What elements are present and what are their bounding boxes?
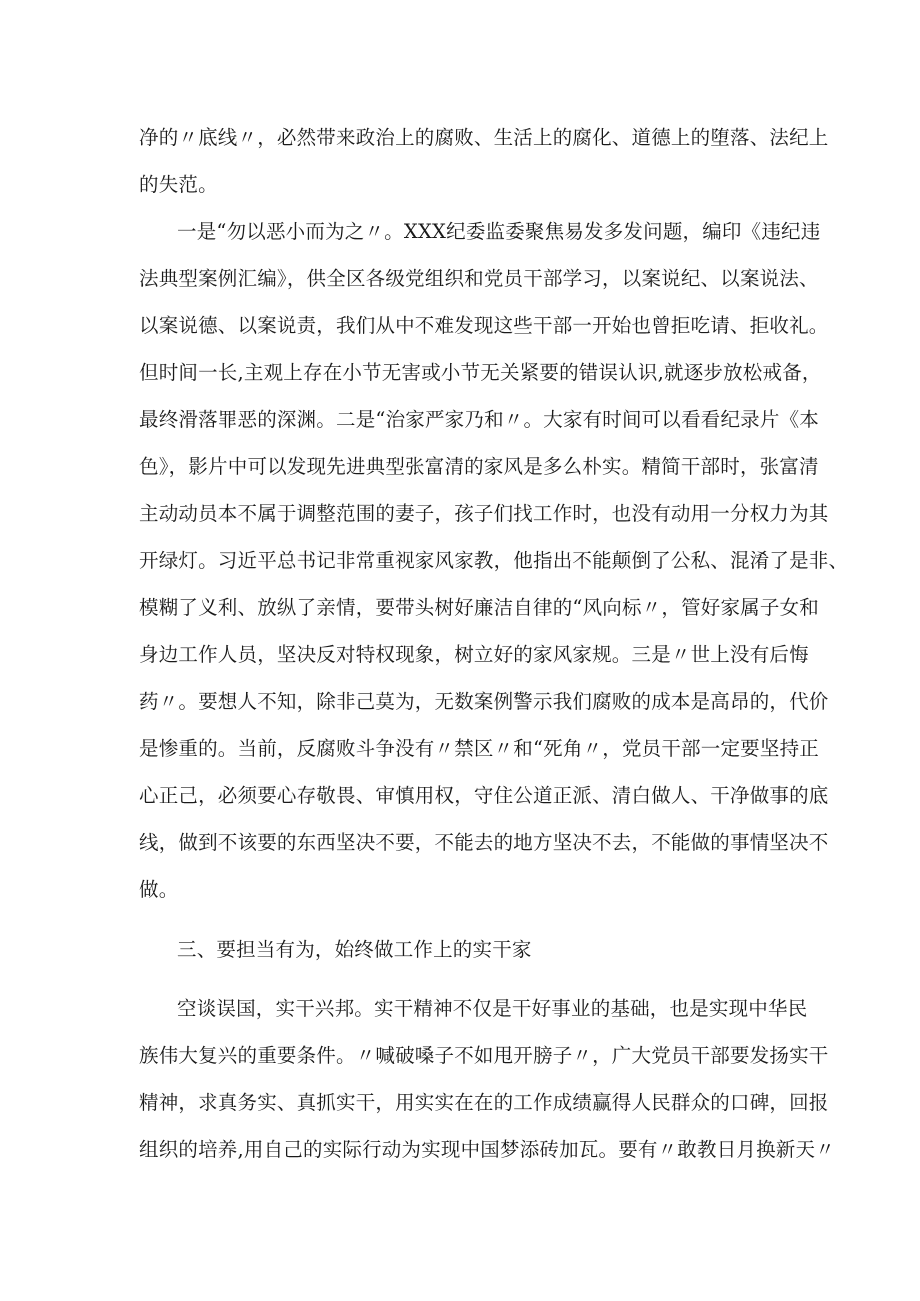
text-line: 线，做到不该要的东西坚决不要，不能去的地方坚决不去，不能做的事情坚决不 [139,831,829,854]
text-line: 精神，求真务实、真抓实干，用实实在在的工作成绩赢得人民群众的口碑，回报 [139,1091,829,1114]
text-line: 药〃。要想人不知，除非己莫为，无数案例警示我们腐败的成本是高昂的，代价 [139,690,829,713]
text-line: 做。 [139,878,179,901]
text-line: 但时间一长,主观上存在小节无害或小节无关紧要的错误认识,就逐步放松戒备， [139,361,822,384]
section-heading: 三、要担当有为，始终做工作上的实干家 [177,938,532,961]
text-line: 以案说德、以案说责，我们从中不难发现这些干部一开始也曾拒吃请、拒收礼。 [139,314,829,337]
text-line: 组织的培养,用自己的实际行动为实现中国梦添砖加瓦。要有〃敢教日月换新天〃 [139,1138,835,1161]
text-line: 模糊了义利、放纵了亲情，要带头树好廉洁自律的“风向标〃，管好家属子女和 [139,596,819,619]
text-line: 开绿灯。习近平总书记非常重视家风家教，他指出不能颠倒了公私、混淆了是非、 [139,549,849,572]
text-line: 身边工作人员，坚决反对特权现象，树立好的家风家规。三是〃世上没有后悔 [139,643,809,666]
text-line: 法典型案例汇编》，供全区各级党组织和党员干部学习，以案说纪、以案说法、 [139,267,819,290]
text-line: 净的〃底线〃，必然带来政治上的腐败、生活上的腐化、道德上的堕落、法纪上 [139,126,829,149]
text-line: 主动动员本不属于调整范围的妻子，孩子们找工作时，也没有动用一分权力为其 [139,502,829,525]
text-line: 色》，影片中可以发现先进典型张富清的家风是多么朴实。精简干部时，张富清 [139,455,819,478]
text-line: 是惨重的。当前，反腐败斗争没有〃禁区〃和“死角〃，党员干部一定要坚持正 [139,737,819,760]
paragraph-start-line: 空谈误国，实干兴邦。实干精神不仅是干好事业的基础，也是实现中华民 [177,997,808,1020]
text-line: 最终滑落罪恶的深渊。二是“治家严家乃和〃。大家有时间可以看看纪录片《本 [139,408,819,431]
text-line: 的失范。 [139,173,218,196]
paragraph-start-line: 一是“勿以恶小而为之〃。XXX纪委监委聚焦易发多发问题，编印《违纪违 [177,220,821,243]
text-line: 心正己，必须要心存敬畏、审慎用权，守住公道正派、清白做人、干净做事的底 [139,784,829,807]
text-line: 族伟大复兴的重要条件。〃喊破嗓子不如甩开膀子〃，广大党员干部要发扬实干 [139,1044,829,1067]
